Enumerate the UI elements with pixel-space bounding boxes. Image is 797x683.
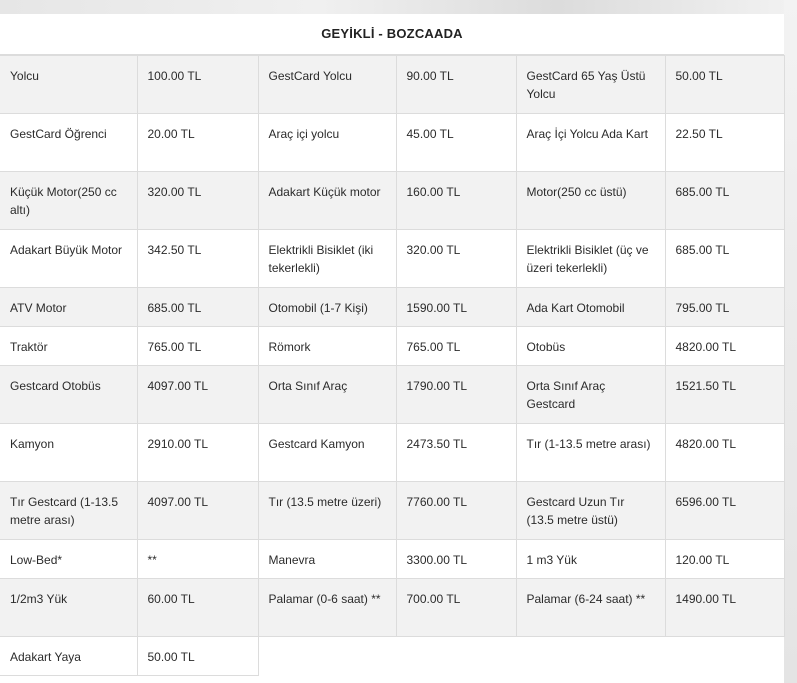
fare-label: Otomobil (1-7 Kişi) bbox=[258, 288, 396, 327]
fare-price: 342.50 TL bbox=[137, 230, 258, 288]
table-row bbox=[0, 56, 784, 114]
fare-label: Adakart Yaya bbox=[0, 637, 137, 676]
table-row bbox=[0, 637, 784, 676]
table-row bbox=[0, 482, 784, 540]
fare-table bbox=[0, 55, 785, 676]
fare-price: 4820.00 TL bbox=[665, 424, 784, 482]
fare-price: 60.00 TL bbox=[137, 579, 258, 637]
fare-label: Araç içi yolcu bbox=[258, 114, 396, 172]
fare-label: Tır (1-13.5 metre arası) bbox=[516, 424, 665, 482]
fare-price: 1790.00 TL bbox=[396, 366, 516, 424]
route-title: GEYİKLİ - BOZCAADA bbox=[0, 14, 784, 55]
empty-cell bbox=[665, 637, 784, 676]
fare-price: 765.00 TL bbox=[396, 327, 516, 366]
background-top bbox=[0, 0, 797, 14]
empty-cell bbox=[396, 637, 516, 676]
fare-price: 795.00 TL bbox=[665, 288, 784, 327]
fare-label: Elektrikli Bisiklet (üç ve üzeri tekerlekli) bbox=[516, 230, 665, 288]
table-row bbox=[0, 579, 784, 637]
fare-price: 700.00 TL bbox=[396, 579, 516, 637]
background-right bbox=[784, 0, 797, 683]
fare-table-panel bbox=[0, 14, 784, 683]
fare-label: Low-Bed* bbox=[0, 540, 137, 579]
fare-price: 6596.00 TL bbox=[665, 482, 784, 540]
table-row bbox=[0, 540, 784, 579]
fare-price: 2910.00 TL bbox=[137, 424, 258, 482]
fare-price: 160.00 TL bbox=[396, 172, 516, 230]
fare-price: 4097.00 TL bbox=[137, 366, 258, 424]
fare-price: 1490.00 TL bbox=[665, 579, 784, 637]
fare-label: Elektrikli Bisiklet (iki tekerlekli) bbox=[258, 230, 396, 288]
fare-price: 45.00 TL bbox=[396, 114, 516, 172]
fare-label: Yolcu bbox=[0, 56, 137, 114]
fare-price: 765.00 TL bbox=[137, 327, 258, 366]
fare-price: 1521.50 TL bbox=[665, 366, 784, 424]
fare-label: GestCard Öğrenci bbox=[0, 114, 137, 172]
fare-price: ** bbox=[137, 540, 258, 579]
fare-price: 320.00 TL bbox=[137, 172, 258, 230]
fare-label: Araç İçi Yolcu Ada Kart bbox=[516, 114, 665, 172]
fare-label: Palamar (6-24 saat) ** bbox=[516, 579, 665, 637]
empty-cell bbox=[258, 637, 396, 676]
fare-label: Tır (13.5 metre üzeri) bbox=[258, 482, 396, 540]
table-row bbox=[0, 288, 784, 327]
fare-price: 100.00 TL bbox=[137, 56, 258, 114]
fare-price: 685.00 TL bbox=[665, 230, 784, 288]
fare-price: 320.00 TL bbox=[396, 230, 516, 288]
fare-price: 4820.00 TL bbox=[665, 327, 784, 366]
fare-price: 20.00 TL bbox=[137, 114, 258, 172]
fare-table-body bbox=[0, 56, 784, 676]
fare-label: Adakart Büyük Motor bbox=[0, 230, 137, 288]
fare-label: Motor(250 cc üstü) bbox=[516, 172, 665, 230]
fare-price: 7760.00 TL bbox=[396, 482, 516, 540]
fare-label: Gestcard Otobüs bbox=[0, 366, 137, 424]
fare-label: GestCard Yolcu bbox=[258, 56, 396, 114]
fare-label: Gestcard Uzun Tır (13.5 metre üstü) bbox=[516, 482, 665, 540]
fare-label: Traktör bbox=[0, 327, 137, 366]
table-row bbox=[0, 424, 784, 482]
fare-label: Küçük Motor(250 cc altı) bbox=[0, 172, 137, 230]
empty-cell bbox=[516, 637, 665, 676]
fare-label: ATV Motor bbox=[0, 288, 137, 327]
table-row bbox=[0, 172, 784, 230]
fare-label: Ada Kart Otomobil bbox=[516, 288, 665, 327]
fare-label: Tır Gestcard (1-13.5 metre arası) bbox=[0, 482, 137, 540]
fare-label: Gestcard Kamyon bbox=[258, 424, 396, 482]
fare-label: Kamyon bbox=[0, 424, 137, 482]
fare-price: 2473.50 TL bbox=[396, 424, 516, 482]
fare-price: 120.00 TL bbox=[665, 540, 784, 579]
fare-price: 685.00 TL bbox=[137, 288, 258, 327]
table-row bbox=[0, 230, 784, 288]
fare-label: Orta Sınıf Araç Gestcard bbox=[516, 366, 665, 424]
fare-price: 90.00 TL bbox=[396, 56, 516, 114]
fare-label: Otobüs bbox=[516, 327, 665, 366]
fare-label: Palamar (0-6 saat) ** bbox=[258, 579, 396, 637]
fare-price: 1590.00 TL bbox=[396, 288, 516, 327]
table-row bbox=[0, 114, 784, 172]
fare-price: 4097.00 TL bbox=[137, 482, 258, 540]
fare-label: Manevra bbox=[258, 540, 396, 579]
fare-price: 50.00 TL bbox=[665, 56, 784, 114]
fare-label: 1 m3 Yük bbox=[516, 540, 665, 579]
table-row bbox=[0, 327, 784, 366]
fare-label: GestCard 65 Yaş Üstü Yolcu bbox=[516, 56, 665, 114]
fare-label: Römork bbox=[258, 327, 396, 366]
table-row bbox=[0, 366, 784, 424]
fare-price: 685.00 TL bbox=[665, 172, 784, 230]
fare-label: Adakart Küçük motor bbox=[258, 172, 396, 230]
fare-label: Orta Sınıf Araç bbox=[258, 366, 396, 424]
fare-price: 22.50 TL bbox=[665, 114, 784, 172]
fare-price: 50.00 TL bbox=[137, 637, 258, 676]
fare-price: 3300.00 TL bbox=[396, 540, 516, 579]
fare-label: 1/2m3 Yük bbox=[0, 579, 137, 637]
